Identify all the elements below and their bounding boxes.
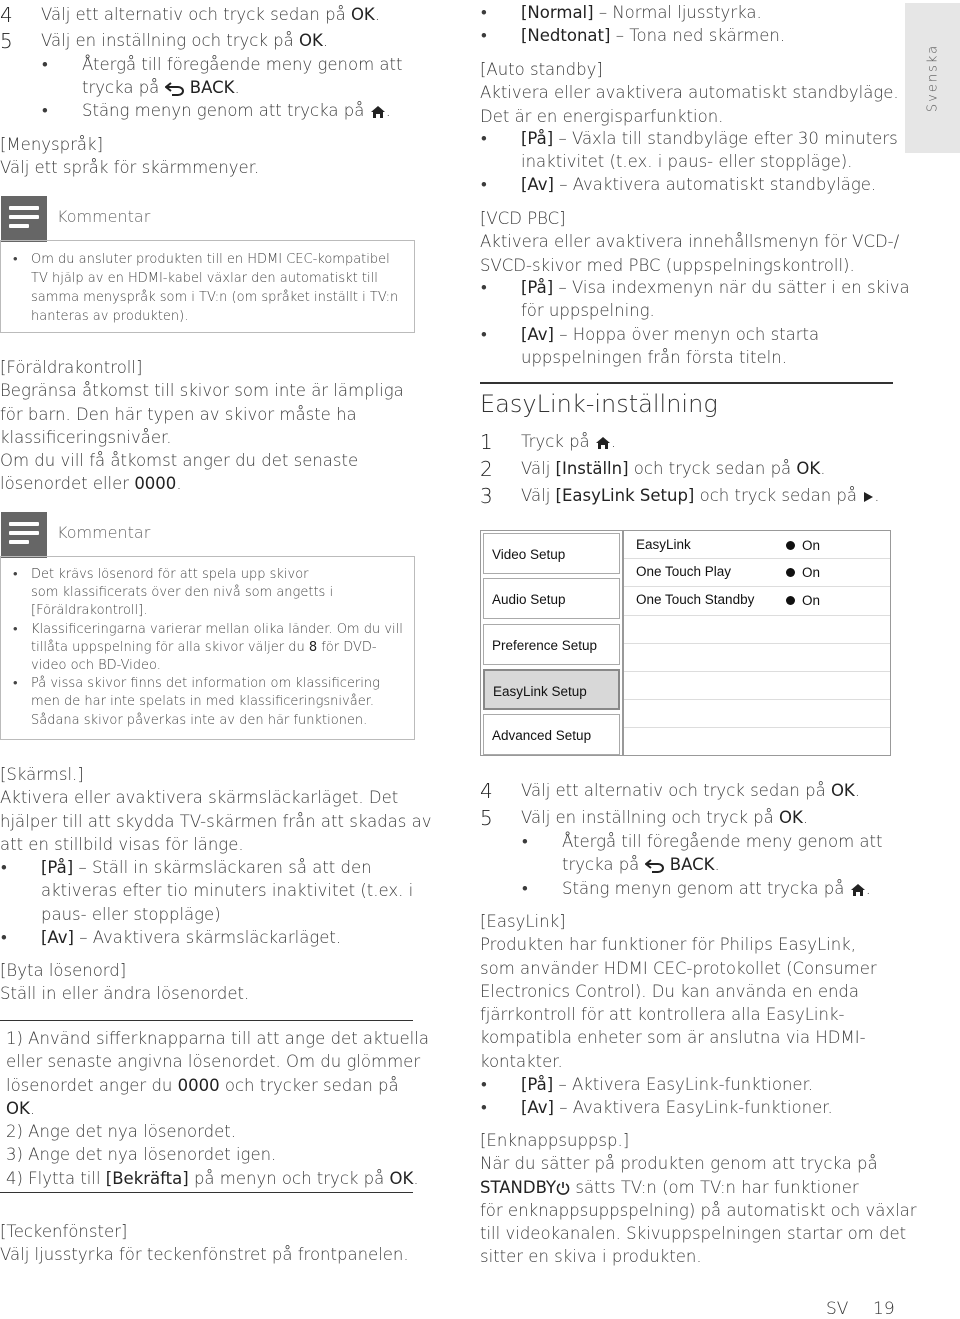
punct: . <box>802 808 809 827</box>
auto-standby-section <box>480 58 899 128</box>
section-desc: Välj ljusstyrka för teckenfönstret på frontpanelen. <box>0 1245 409 1265</box>
section-line: för enknappsuppspelning) på automatiskt och växlar <box>480 1200 917 1220</box>
punct: . <box>385 101 391 120</box>
play-arrow-icon <box>862 491 874 503</box>
step-number: 5 <box>480 806 493 830</box>
table-line: lösenordet anger du <box>6 1075 178 1095</box>
option-key: [Av] <box>41 928 74 947</box>
step-number: 4 <box>0 3 13 27</box>
step-text: Välj ett alternativ och tryck sedan på <box>521 781 831 800</box>
ok-key: OK <box>389 1168 414 1188</box>
easylink-bullet-on: • [På] – Aktivera EasyLink-funktioner. <box>481 1075 814 1094</box>
menu-item-advanced-setup[interactable]: Advanced Setup <box>483 714 620 755</box>
vcd-section <box>480 207 899 277</box>
step-number: 5 <box>0 29 13 53</box>
language-tab-label: Svenska <box>925 43 940 113</box>
section-line: till videokanalen. Skivuppspelningen startar om det <box>480 1224 907 1244</box>
note-line: samma menyspråk som i TV:n (om språket inställt i TV:n <box>31 290 399 305</box>
punct: . <box>820 459 826 478</box>
section-desc: Ställ in eller ändra lösenordet. <box>0 984 250 1004</box>
step-text: Välj en inställning och tryck på <box>41 31 300 50</box>
radio-dot-icon <box>786 596 795 605</box>
note-label: Kommentar <box>57 523 151 542</box>
step-text: Välj en inställning och tryck på <box>521 808 780 827</box>
punct: . <box>413 1168 419 1188</box>
punct: . <box>610 432 617 451</box>
table-line: 4) Flytta till <box>6 1168 106 1188</box>
step-text: Välj <box>521 459 556 478</box>
note-label: Kommentar <box>57 207 151 226</box>
note1-text: • Om du ansluter produkten till en HDMI CEC-kompatibel TV hjälp av en HDMI-kabel växlar den automatiskt till samma menyspråk som i TV:n (om språket inställt i TV:n hanteras av produkten). <box>13 252 399 324</box>
note-icon <box>1 512 47 558</box>
section-title: [Auto standby] <box>480 60 603 79</box>
bullet-back-bottom: • Återgå till föregående meny genom att trycka på BACK. <box>522 832 883 875</box>
note-line: hanteras av produkten). <box>31 309 189 324</box>
option-text: – Tona ned skärmen. <box>610 26 786 45</box>
option-key: [Nedtonat] <box>521 26 611 45</box>
option-text: uppspelningen från första titeln. <box>521 348 787 368</box>
bright-normal: • [Normal] – Normal ljusstyrka. <box>481 3 762 22</box>
menu-item-easylink-setup[interactable]: EasyLink Setup <box>483 669 620 710</box>
punct: . <box>29 1098 36 1118</box>
bullet-back <box>82 53 402 100</box>
option-key: [På] <box>521 1075 554 1094</box>
table-line: 2) Ange det nya lösenordet. <box>6 1122 236 1142</box>
step-number: 2 <box>480 457 493 481</box>
note-icon <box>1 196 47 242</box>
step-text: Välj <box>521 486 556 505</box>
punct: . <box>234 78 240 98</box>
section-line: lösenordet eller <box>0 474 135 494</box>
option-key: [Av] <box>521 175 554 194</box>
option-one-touch-standby[interactable]: One Touch Standby <box>636 592 755 607</box>
bullet-text: Stäng menyn genom att trycka på <box>562 879 850 898</box>
note-line: tillåta uppspelning för alla skivor väljer du <box>31 639 309 655</box>
note-line: [Föräldrakontroll]. <box>31 603 148 619</box>
setup-menu-categories <box>480 530 623 756</box>
section-line: Begränsa åtkomst till skivor som inte är lämpliga <box>0 381 404 401</box>
menusprak-section <box>0 133 259 180</box>
page-number: 19 <box>873 1299 895 1319</box>
bullet-text: trycka på <box>82 78 165 98</box>
punct: . <box>714 855 720 875</box>
table-line: 3) Ange det nya lösenordet igen. <box>6 1145 277 1165</box>
section-line: Electronics Control). Du kan använda en enda <box>480 981 860 1001</box>
option-text: inaktivitet (t.ex. i paus- eller stoppläge). <box>521 152 853 172</box>
punct: . <box>322 31 329 50</box>
section-line: Om du vill få åtkomst anger du det senaste <box>0 451 359 471</box>
home-icon <box>850 883 866 897</box>
password-key: 0000 <box>177 1075 220 1095</box>
note-line: video och BD-Video. <box>31 658 161 674</box>
note-line: Det krävs lösenord för att spela upp skivor <box>31 567 309 582</box>
section-title: [Teckenfönster] <box>0 1222 128 1241</box>
option-text: – Normal ljusstyrka. <box>593 3 762 22</box>
step-number: 1 <box>480 430 493 454</box>
option-key: [Av] <box>521 1098 554 1117</box>
back-icon <box>645 859 665 873</box>
home-icon <box>370 105 386 119</box>
easylink-section <box>480 910 877 1073</box>
note-line: Om du ansluter produkten till en HDMI CEC-kompatibel <box>31 252 390 267</box>
option-key: [Av] <box>521 325 554 344</box>
password-steps <box>6 1027 429 1190</box>
tecken-section <box>0 1220 409 1267</box>
punct: . <box>176 474 182 494</box>
note-line: men de har inte spelats in med klassificeringsnivåer. <box>31 694 374 710</box>
section-title: [Skärmsl.] <box>0 765 84 784</box>
ok-key: OK <box>6 1098 30 1118</box>
option-value: On <box>802 538 821 553</box>
ok-key: OK <box>830 781 855 800</box>
note-line: som klassificerats över den nivå som angetts i <box>31 585 334 601</box>
table-line: eller senaste angivna lösenordet. Om du glömmer <box>6 1052 421 1072</box>
menu-item-video-setup[interactable]: Video Setup <box>483 533 620 574</box>
bullet-home <box>82 99 391 122</box>
vcd-bullet-off: • [Av] – Hoppa över menyn och starta uppspelningen från första titeln. <box>521 323 819 370</box>
section-line: att en stillbild visas för länge. <box>0 834 244 854</box>
option-text: – Hoppa över menyn och starta <box>553 325 820 344</box>
option-key: [Normal] <box>521 3 594 22</box>
table-line: och trycker sedan på <box>219 1075 399 1095</box>
ok-key: OK <box>779 808 803 827</box>
option-text: för uppspelning. <box>521 301 655 321</box>
note-line: Klassificeringarna varierar mellan olika länder. Om du vill <box>31 621 403 637</box>
setup-menu-options <box>623 530 891 756</box>
punct: . <box>374 5 380 24</box>
section-line: När du sätter på produkten genom att trycka på <box>480 1154 878 1174</box>
skarmsl-section <box>0 763 432 856</box>
ok-key: OK <box>796 459 821 478</box>
section-line: Aktivera eller avaktivera automatiskt standbyläge. <box>480 83 899 103</box>
option-text: – Aktivera EasyLink-funktioner. <box>553 1075 814 1094</box>
section-line: för barn. Den här typen av skivor måste ha <box>0 404 357 424</box>
language-tab <box>905 3 960 153</box>
option-text: – Avaktivera automatiskt standbyläge. <box>553 175 877 194</box>
section-title: [Enknappsuppsp.] <box>480 1131 630 1150</box>
table-rule-bottom <box>0 1192 413 1193</box>
option-key: [På] <box>521 129 554 148</box>
password-key: 0000 <box>134 474 177 494</box>
standby-key: STANDBY <box>480 1177 557 1197</box>
punct: . <box>854 781 860 800</box>
footer-language: SV <box>826 1299 849 1319</box>
option-text: – Avaktivera skärmsläckarläget. <box>73 928 342 947</box>
section-title: [Föräldrakontroll] <box>0 358 143 377</box>
option-text: – Växla till standbyläge efter 30 minuters <box>553 129 898 148</box>
bullet-text: Återgå till föregående meny genom att <box>562 832 883 851</box>
power-icon <box>556 1181 570 1195</box>
option-text: – Visa indexmenyn när du sätter i en skiva <box>553 278 910 297</box>
option-value: On <box>802 593 821 608</box>
skarmsl-bullet-on: • [På] – Ställ in skärmsläckaren så att den aktiveras efter tio minuters inaktivitet (t.ex. i paus- eller stoppläge) <box>41 856 413 926</box>
table-rule-top <box>0 1020 413 1021</box>
table-line: på menyn och tryck på <box>188 1168 390 1188</box>
foraldra-section <box>0 356 404 496</box>
section-line: fjärrkontroll för att kontrollera alla EasyLink- <box>480 1005 845 1025</box>
rating-key: 8 <box>308 639 318 655</box>
bullet-home-bottom: • Stäng menyn genom att trycka på . <box>522 879 871 898</box>
punct: . <box>865 879 871 898</box>
section-line: Produkten har funktioner för Philips EasyLink, <box>480 935 856 955</box>
confirm-key: [Bekräfta] <box>105 1168 189 1188</box>
step-text: Välj ett alternativ och tryck sedan på <box>41 5 351 24</box>
back-icon <box>165 82 185 96</box>
section-line: som använder HDMI CEC-protokollet (Consumer <box>480 958 877 978</box>
skarmsl-bullet-off: • [Av] – Avaktivera skärmsläckarläget. <box>1 928 342 947</box>
section-title: [Byta lösenord] <box>0 961 127 980</box>
option-text: – Ställ in skärmsläckaren så att den <box>73 858 372 877</box>
byta-section <box>0 959 249 1006</box>
table-line: 1) Använd sifferknapparna till att ange det aktuella <box>6 1029 429 1048</box>
option-one-touch-play[interactable]: One Touch Play <box>636 564 732 579</box>
radio-dot-icon <box>786 568 795 577</box>
section-title: [VCD PBC] <box>480 209 566 228</box>
section-line: Det är en energisparfunktion. <box>480 106 724 126</box>
back-key: BACK <box>189 78 235 98</box>
easylink-bullet-off: • [Av] – Avaktivera EasyLink-funktioner. <box>481 1098 833 1117</box>
option-text: – Avaktivera EasyLink-funktioner. <box>553 1098 833 1117</box>
bullet-text: Stäng menyn genom att trycka på <box>82 101 370 120</box>
step-number: 4 <box>480 779 493 803</box>
section-line: sitter en skiva i produkten. <box>480 1247 702 1267</box>
ok-key: OK <box>350 5 375 24</box>
note-line: På vissa skivor finns det information om klassificering <box>31 676 380 692</box>
note2-text: • Det krävs lösenord för att spela upp skivor som klassificerats över den nivå som angetts i [Föräldrakontroll]. • Klassificeringarna varierar mellan olika länder. Om du vill tillåta uppspelning för alla skivor väljer du 8 för DVD- video och BD-Video. • På vissa skivor finns det information om klassificering men de har inte spelats in med klassificeringsnivåer. Sådana skivor påverkas inte av den här funktionen. <box>31 566 403 730</box>
section-title: [Menyspråk] <box>0 135 104 154</box>
option-value: On <box>802 565 821 580</box>
radio-dot-icon <box>786 541 795 550</box>
option-text: aktiveras efter tio minuters inaktivitet (t.ex. i <box>41 881 414 901</box>
option-key: [På] <box>41 858 74 877</box>
step-text: och tryck sedan på <box>694 486 863 505</box>
menu-item-preference-setup[interactable]: Preference Setup <box>483 624 620 665</box>
menu-item-audio-setup[interactable]: Audio Setup <box>483 578 620 619</box>
bullet-text: Återgå till föregående meny genom att <box>82 55 403 74</box>
enknapp-section <box>480 1129 917 1269</box>
step-text: och tryck sedan på <box>628 459 797 478</box>
bright-dim: • [Nedtonat] – Tona ned skärmen. <box>481 26 786 45</box>
vcd-bullet-on: • [På] – Visa indexmenyn när du sätter i en skiva för uppspelning. <box>521 276 910 323</box>
option-easylink[interactable]: EasyLink <box>636 537 691 552</box>
section-line: Aktivera eller avaktivera skärmsläckarläget. Det <box>0 788 399 808</box>
step-text: Tryck på <box>521 432 595 451</box>
menu-key: [EasyLink Setup] <box>555 486 695 505</box>
section-line: sätts TV:n (om TV:n har funktioner <box>570 1177 859 1197</box>
note-line: Sådana skivor påverkas inte av den här funktionen. <box>31 712 368 728</box>
heading-rule <box>480 382 893 384</box>
section-title: [EasyLink] <box>480 912 566 931</box>
punct: . <box>874 486 880 505</box>
section-line: kontakter. <box>480 1051 563 1071</box>
section-line: Aktivera eller avaktivera innehållsmenyn för VCD-/ <box>480 232 900 252</box>
note-line: TV hjälp av en HDMI-kabel växlar den automatiskt till <box>31 271 378 286</box>
auto-bullet-on: • [På] – Växla till standbyläge efter 30 minuters inaktivitet (t.ex. i paus- eller stoppläge). <box>521 127 898 174</box>
option-text: paus- eller stoppläge) <box>41 904 221 924</box>
ok-key: OK <box>299 31 323 50</box>
section-line: kompatibla enheter som är anslutna via HDMI- <box>480 1028 866 1048</box>
home-icon <box>595 436 611 450</box>
auto-bullet-off: • [Av] – Avaktivera automatiskt standbyläge. <box>481 175 877 194</box>
note-line: för DVD- <box>317 639 377 655</box>
section-line: SVCD-skivor med PBC (uppspelningskontroll). <box>480 255 855 275</box>
back-key: BACK <box>669 855 715 875</box>
bullet-text: trycka på <box>562 855 645 875</box>
section-desc: Välj ett språk för skärmmenyer. <box>0 158 260 178</box>
step-number: 3 <box>480 484 493 508</box>
section-heading: EasyLink-inställning <box>480 390 718 418</box>
section-line: klassificeringsnivåer. <box>0 427 172 447</box>
section-line: hjälper till att skydda TV-skärmen från att skadas av <box>0 811 432 831</box>
option-key: [På] <box>521 278 554 297</box>
menu-key: [Inställn] <box>555 459 629 478</box>
